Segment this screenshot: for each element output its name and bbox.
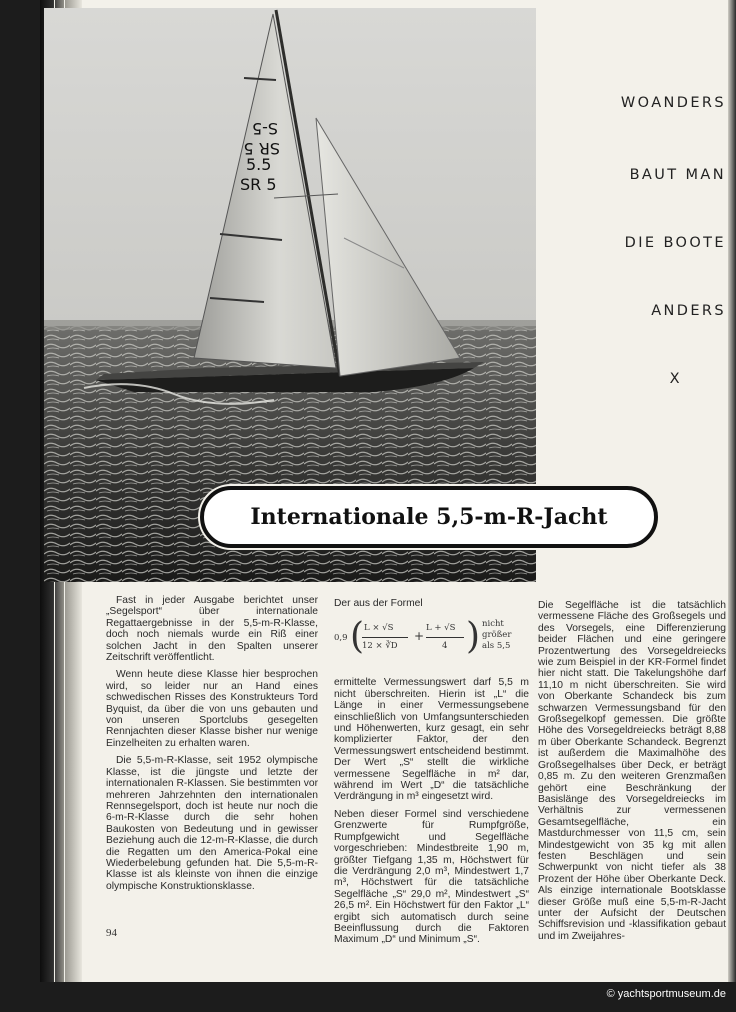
formula-right-numerator: L + √S	[426, 623, 456, 634]
formula-fraction-line	[362, 637, 408, 638]
text-column-2	[334, 598, 529, 952]
formula-plus: +	[414, 629, 425, 644]
formula-bracket-right: )	[466, 616, 481, 658]
article-title-box	[200, 486, 658, 548]
vermessung-formula	[334, 613, 529, 673]
page-number: 94	[106, 927, 117, 939]
paragraph: Neben dieser Formel sind verschiedene Grenzwerte für Rumpfgröße, Rumpfgewicht und Segelfläche vorgeschrieben: Mindestbreite 1,90 m, größter Tiefgang 1,35 m, Höchstwert für die Verdrängung 2,0 m³, Mindestwert 1,7 m³, Höchstwert für die tatsächliche Segelfläche „S“ 29,0 m², Mindestwert „S“ 26,5 m². Ein Höchstwert für den Faktor „L“ ergibt sich automatisch durch seine Beeinflussung durch die Faktoren Maximum „D“ und Minimum „S“.	[334, 808, 529, 946]
sail-number: SR 5	[243, 139, 280, 158]
formula-factor: 0,9	[334, 633, 348, 644]
sail-number: 5.5	[246, 155, 272, 174]
formula-right-denominator: 4	[442, 641, 448, 652]
headline-line-3: DIE BOOTE	[624, 235, 726, 251]
headline-line-4: ANDERS	[651, 303, 726, 319]
paragraph: Die 5,5-m-R-Klasse, seit 1952 olympische Klasse, ist die jüngste und letzte der internationalen R-Klassen. Sie bestimmten vor mehreren Jahrzehnten den internationalen Rennsegelsport, doch ist heute nur noch die 6-m-R-Klasse durch die sehr hohen Baukosten von Bedeutung und in gewisser Beziehung auch die 12-m-R-Klasse, die durch die Regatten um den America-Pokal eine Wiederbelebung gefunden hat. Die 5,5-m-R-Klasse ist als kleinste von ihnen die einzige olympische Konstruktionsklasse.	[106, 755, 318, 892]
formula-left-numerator: L × √S	[364, 623, 394, 634]
sail-number: SR 5	[240, 175, 277, 194]
text-column-3	[538, 600, 726, 948]
text-column-1	[106, 595, 318, 898]
formula-note: größer	[482, 630, 512, 641]
paragraph: Die Segelfläche ist die tatsächlich vermessene Fläche des Großsegels und des Vorsegels, eine Differenzierung beider Flächen und eine geringere Prozentwertung des Vorsegeldreiecks wie zum Beispiel in der KR-Formel findet hier nicht statt. Die Takelungshöhe darf 11,10 m nicht überschreiten. Sie wird von Oberkante Schandeck bis zum schwarzen Vermessungsband für den Großsegelkopf gemessen. Die größte Höhe des Vorsegeldreiecks beträgt 8,88 m über Oberkante Schandeck. Begrenzt ist außerdem die Maximalhöhe des Großsegelhalses über Deck, er beträgt 0,85 m. Zu den weiteren Grenzmaßen gehört eine Beschränkung der Basislänge des Vorsegeldreiecks im Verhältnis zur vermessenen Gesamtsegelfläche, ein Mastdurchmesser von 11,5 cm, sein Mindestgewicht von 35 kg mit allen festen Beschlägen und sein Schwerpunkt von nicht tiefer als 38 Prozent der Höhe über Oberkante Deck. Als einzige internationale Bootsklasse dieser Größe muß eine 5,5-m-R-Jacht unter der Aufsicht der Deutschen Schiffsrevision und -klassifikation gebaut und im Zweijahres-	[538, 600, 726, 942]
formula-left-denominator: 12 × ∛D	[362, 641, 398, 652]
next-page-edge	[728, 0, 736, 982]
headline-mark: X	[669, 371, 682, 387]
sail-number: S-5	[251, 119, 278, 138]
copyright-watermark: © yachtsportmuseum.de	[606, 988, 726, 1000]
formula-note: als 5,5	[482, 641, 511, 652]
formula-note: nicht	[482, 619, 504, 630]
paragraph: Wenn heute diese Klasse hier besprochen wird, so leider nur an Hand eines schwedischen Risses des Konstrukteurs Tord Byquist, da über die von uns gebauten und von unseren Sportclubs gesegelten Rennjachten dieser Klasse bisher nur wenige Einzelheiten zu erhalten waren.	[106, 669, 318, 749]
headline-line-1: WOANDERS	[620, 95, 726, 111]
formula-bracket-left: (	[350, 616, 365, 658]
article-title: Internationale 5,5-m-R-Jacht	[250, 504, 608, 530]
headline-line-2: BAUT MAN	[629, 167, 726, 183]
formula-intro: Der aus der Formel	[334, 598, 423, 609]
formula-fraction-line	[426, 637, 464, 638]
paragraph: ermittelte Vermessungswert darf 5,5 m nicht überschreiten. Hierin ist „L“ die Länge in einer Vermessungsebene einschließlich von Umfangsunterschieden und Höhenwerten, kurz gesagt, ein sehr komplizierter Faktor, der den Vermessungswert entscheidend bestimmt. Der Wert „S“ stellt die wirkliche vermessene Segelfläche in m² dar, während im Wert „D“ die tatsächliche Verdrängung in m³ eingesetzt wird.	[334, 677, 529, 803]
paragraph: Fast in jeder Ausgabe berichtet unser „Segelsport“ über internationale Regattaergebnisse in der 5,5-m-R-Klasse, doch noch niemals wurde ein Riß einer solchen Jacht in den Spalten unserer Zeitschrift veröffentlicht.	[106, 595, 318, 664]
